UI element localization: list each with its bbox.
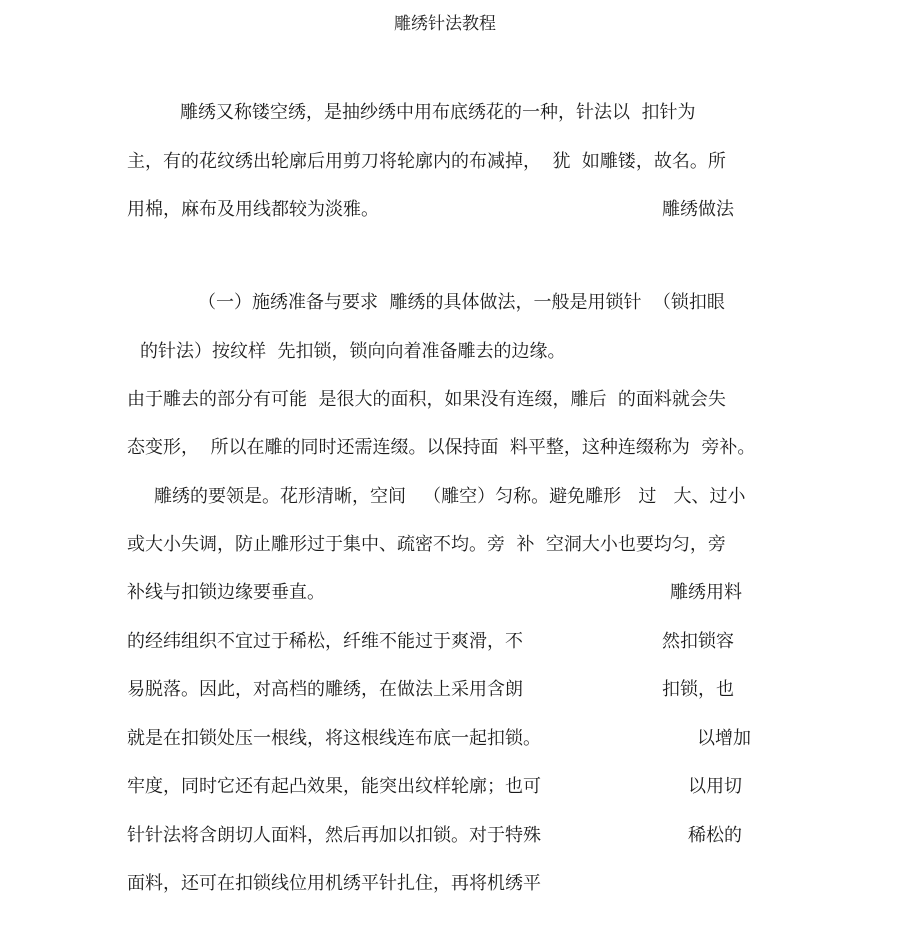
- text-line-2: 主，有的花纹绣出轮廓后用剪刀将轮廓内的布减掉， 犹 如雕镂，故名。所: [127, 151, 726, 172]
- section-heading-method: 雕绣做法: [662, 199, 734, 220]
- text-line-13-right: 以增加: [697, 728, 751, 749]
- text-line-7: 态变形， 所以在雕的同时还需连缀。以保持面 料平整，这种连缀称为 旁补。: [127, 437, 756, 458]
- text-line-4: （一）施绣准备与要求 雕绣的具体做法，一般是用锁针 （锁扣眼: [198, 292, 725, 313]
- text-line-13-left: 就是在扣锁处压一根线，将这根线连布底一起扣锁。: [127, 728, 541, 749]
- text-line-1: 雕绣又称镂空绣，是抽纱绣中用布底绣花的一种，针法以 扣针为: [180, 102, 696, 123]
- text-line-11-right: 然扣锁容: [662, 631, 734, 652]
- text-line-12-left: 易脱落。因此，对高档的雕绣，在做法上采用含朗: [127, 679, 523, 700]
- text-line-14-right: 以用切: [688, 776, 742, 797]
- text-line-15-right: 稀松的: [688, 825, 742, 846]
- text-line-11-left: 的经纬组织不宜过于稀松，纤维不能过于爽滑，不: [127, 631, 523, 652]
- text-line-15-left: 针针法将含朗切人面料，然后再加以扣锁。对于特殊: [127, 825, 541, 846]
- section-heading-material: 雕绣用料: [670, 582, 742, 603]
- text-line-14-left: 牢度，同时它还有起凸效果，能突出纹样轮廓；也可: [127, 776, 541, 797]
- text-line-3: 用棉，麻布及用线都较为淡雅。: [127, 199, 379, 220]
- text-line-6: 由于雕去的部分有可能 是很大的面积，如果没有连缀，雕后 的面料就会失: [127, 389, 726, 410]
- text-line-8: 雕绣的要领是。花形清晰，空间 （雕空）匀称。避免雕形 过 大、过小: [154, 486, 746, 507]
- text-line-12-right: 扣锁，也: [662, 679, 734, 700]
- text-line-10: 补线与扣锁边缘要垂直。: [127, 582, 325, 603]
- text-line-9: 或大小失调，防止雕形过于集中、疏密不均。旁 补 空洞大小也要均匀，旁: [127, 534, 726, 555]
- text-line-16: 面料，还可在扣锁线位用机绣平针扎住，再将机绣平: [127, 873, 541, 894]
- text-line-5: 的针法）按纹样 先扣锁，锁向向着准备雕去的边缘。: [140, 341, 566, 362]
- document-title: 雕绣针法教程: [394, 14, 496, 34]
